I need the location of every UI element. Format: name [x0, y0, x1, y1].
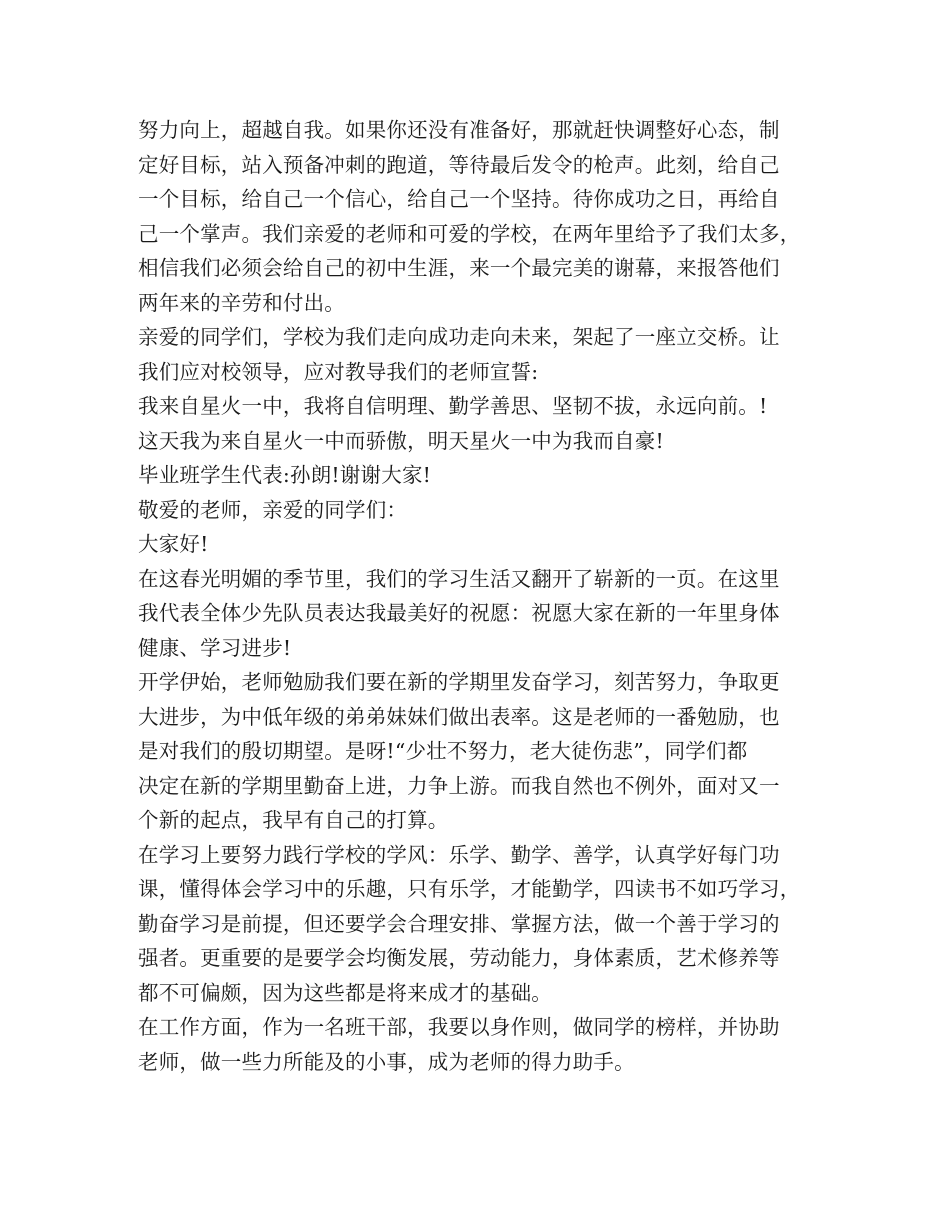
text-line: 努力向上，超越自我。如果你还没有准备好，那就赶快调整好心态，制 — [138, 118, 780, 142]
text-line: 在学习上要努力践行学校的学风：乐学、勤学、善学，认真学好每门功 — [138, 842, 780, 867]
text-line: 己一个掌声。我们亲爱的老师和可爱的学校，在两年里给予了我们太多， — [138, 221, 801, 246]
text-line: 一个目标，给自己一个信心，给自己一个坚持。待你成功之日，再给自 — [138, 187, 780, 211]
text-line: 相信我们必须会给自己的初中生涯，来一个最完美的谢幕，来报答他们 — [138, 256, 780, 280]
text-line: 在工作方面，作为一名班干部，我要以身作则，做同学的榜样，并协助 — [138, 1015, 780, 1039]
text-line: 在这春光明媚的季节里，我们的学习生活又翻开了崭新的一页。在这里 — [138, 566, 780, 591]
text-line: 个新的起点，我早有自己的打算。 — [138, 808, 449, 832]
text-line: 决定在新的学期里勤奋上进，力争上游。而我自然也不例外，面对又一 — [138, 773, 780, 798]
text-line: 两年来的辛劳和付出。 — [138, 290, 345, 315]
text-line: 定好目标，站入预备冲刺的跑道，等待最后发令的枪声。此刻，给自己 — [138, 152, 780, 177]
text-line: 开学伊始，老师勉励我们要在新的学期里发奋学习，刻苦努力，争取更 — [138, 670, 780, 694]
text-line: 我代表全体少先队员表达我最美好的祝愿：祝愿大家在新的一年里身体 — [138, 601, 780, 625]
text-line: 是对我们的殷切期望。是呀!“少壮不努力，老大徒伤悲”，同学们都 — [138, 739, 748, 763]
text-line: 大进步，为中低年级的弟弟妹妹们做出表率。这是老师的一番勉励，也 — [138, 704, 780, 729]
text-line: 大家好! — [138, 532, 209, 556]
text-line: 老师，做一些力所能及的小事，成为老师的得力助手。 — [138, 1049, 635, 1074]
text-line: 毕业班学生代表:孙朗!谢谢大家! — [138, 463, 432, 487]
text-line: 亲爱的同学们，学校为我们走向成功走向未来，架起了一座立交桥。让 — [138, 325, 780, 349]
text-line: 这天我为来自星火一中而骄傲，明天星火一中为我而自豪! — [138, 428, 664, 453]
text-line: 健康、学习进步! — [138, 635, 292, 660]
text-line: 强者。更重要的是要学会均衡发展，劳动能力，身体素质，艺术修养等 — [138, 946, 780, 970]
text-line: 敬爱的老师，亲爱的同学们： — [138, 497, 408, 522]
text-line: 都不可偏颇，因为这些都是将来成才的基础。 — [138, 980, 552, 1005]
document-body — [138, 113, 820, 1079]
text-line: 课，懂得体会学习中的乐趣，只有乐学，才能勤学，四读书不如巧学习， — [138, 877, 801, 901]
text-line: 我来自星火一中，我将自信明理、勤学善思、坚韧不拔，永远向前。! — [138, 394, 768, 418]
text-line: 勤奋学习是前提，但还要学会合理安排、掌握方法，做一个善于学习的 — [138, 911, 780, 936]
text-line: 我们应对校领导，应对教导我们的老师宣誓: — [138, 359, 539, 384]
